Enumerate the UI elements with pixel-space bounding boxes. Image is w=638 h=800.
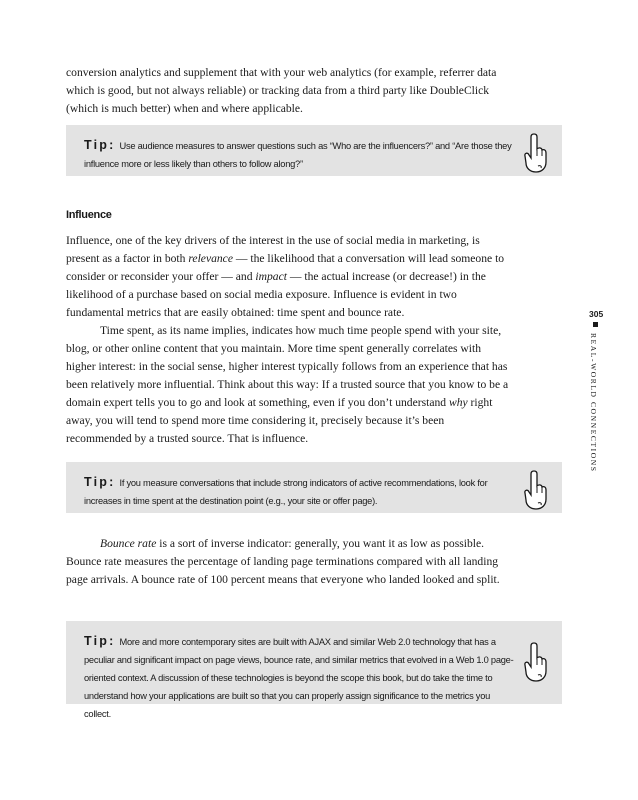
tip-label: Tip:	[84, 634, 116, 648]
page-number: 305	[589, 309, 604, 319]
tip-text	[84, 136, 516, 173]
relevance-term: relevance	[188, 252, 233, 265]
why-term: why	[448, 396, 468, 409]
bounce-text: Bounce rate is a sort of inverse indicator: generally, you want it as low as possible. Bounce rate measures the percentage of landing page terminations compared with all landing page arrivals. A bounce rate of 100 percent means that everyone who landed looked and split.	[66, 537, 500, 586]
section-marker-square	[593, 322, 598, 327]
tip-body: More and more contemporary sites are built with AJAX and similar Web 2.0 technology that has a peculiar and significant impact on page views, bounce rate, and similar metrics that evolved in a Web 1.0 page-oriented context. A discussion of these technologies is beyond the scope this book, but do take the time to understand how your applications are built so that you can properly assign significance to the metrics you collect.	[84, 637, 514, 719]
bounce-rate-paragraph	[66, 535, 512, 589]
influence-paragraph-2: Time spent, as its name implies, indicates how much time people spend with your site, blog, or other online content that you maintain. More time spent generally correlates with higher interest: in the social sense, higher interest typically follows from an experience that has been relatively more influential. Think about this way: If a trusted source that you know to be a domain expert tells you to go and look at something, even if you don’t understand why right away, you will tend to spend more time considering it, precisely because it’s been recommended by a trusted source. That is influence.	[66, 324, 509, 445]
tip-label: Tip:	[84, 138, 116, 152]
intro-paragraph	[66, 64, 512, 118]
section-heading-influence: Influence	[66, 209, 112, 221]
tip-box-time-spent	[66, 462, 562, 513]
tip-box-audience	[66, 125, 562, 176]
tip-body: Use audience measures to answer questions such as “Who are the influencers?” and “Are those they influence more or less likely than others to follow along?”	[84, 141, 512, 169]
influence-text	[66, 232, 512, 448]
bounce-rate-term: Bounce rate	[100, 537, 157, 550]
tip-body: If you measure conversations that include strong indicators of active recommendations, look for increases in time spent at the destination point (e.g., your site or offer page).	[84, 478, 488, 506]
tip-label: Tip:	[84, 475, 116, 489]
tip-text	[84, 632, 516, 723]
influence-paragraph-1: Influence, one of the key drivers of the interest in the use of social media in marketing, is present as a factor in both relevance — the likelihood that a conversation will lead someone to consider or reconsider your offer — and impact — the actual increase (or decrease!) in the likelihood of a purchase based on social media exposure. Influence is evident in two fundamental metrics that are easily obtained: time spent and bounce rate.	[66, 234, 505, 319]
pointing-hand-icon	[520, 469, 550, 511]
intro-text: conversion analytics and supplement that with your web analytics (for example, referrer data which is good, but not always reliable) or tracking data from a third party like DoubleClick (which is much better) when and where applicable.	[66, 66, 497, 115]
pointing-hand-icon	[520, 641, 550, 683]
tip-text	[84, 473, 516, 510]
running-section-title: REAL-WORLD CONNECTIONS	[589, 333, 598, 473]
tip-box-ajax	[66, 621, 562, 719]
impact-term: impact	[255, 270, 287, 283]
pointing-hand-icon	[520, 132, 550, 174]
